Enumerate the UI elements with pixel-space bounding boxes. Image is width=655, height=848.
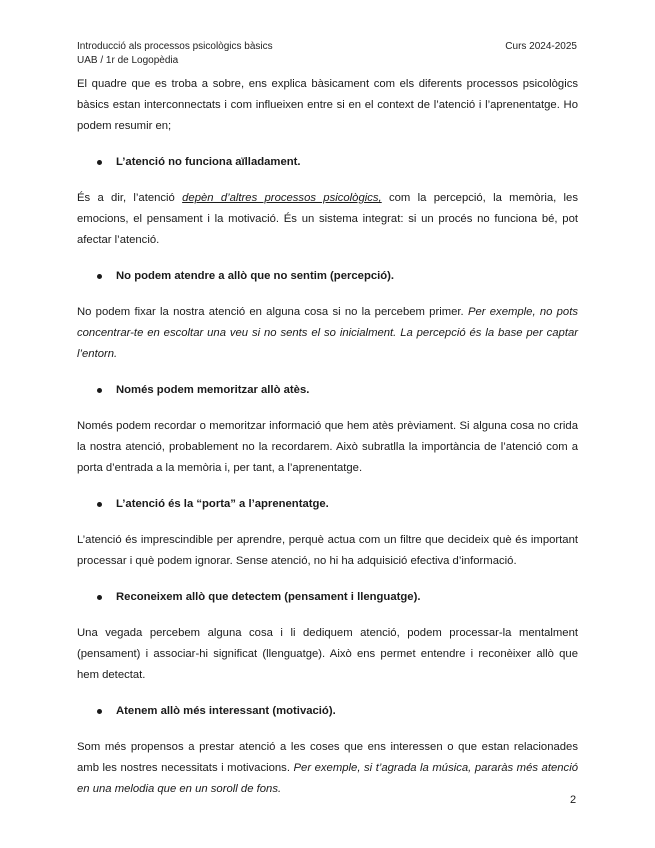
paragraph-text: com la percepció, la memòria, les emocions, el pensament i la motivació. És un sistema integrat: si un procés no funciona bé, pot afectar l’atenció. <box>77 192 578 246</box>
academic-year: Curs 2024-2025 <box>505 41 577 52</box>
bullet-dot-icon <box>97 709 102 714</box>
paragraph-text: No podem fixar la nostra atenció en alguna cosa si no la percebem primer. <box>77 306 468 318</box>
section-paragraph: L’atenció és imprescindible per aprendre, perquè actua com un filtre que decideix què és important processar i què podem ignorar. Sense atenció, no hi ha adquisició efectiva d’informació. <box>77 534 578 567</box>
bullet-heading <box>97 701 578 722</box>
underlined-phrase: depèn d’altres processos psicològics, <box>182 192 382 204</box>
intro-paragraph: El quadre que es troba a sobre, ens explica bàsicament com els diferents processos psicològics bàsics estan interconnectats i com influeixen entre si en el context de l’atenció i l’aprenentatge. Ho podem resumir en; <box>77 78 578 132</box>
bullet-dot-icon <box>97 160 102 165</box>
bullet-heading <box>97 494 578 515</box>
bullet-heading-text: Atenem allò més interessant (motivació). <box>116 705 336 717</box>
section-paragraph: Només podem recordar o memoritzar informació que hem atès prèviament. Si alguna cosa no crida la nostra atenció, probablement no la recordarem. Això subratlla la importància de l’atenció com a porta d’entrada a la memòria i, per tant, a l’aprenentatge. <box>77 420 578 474</box>
bullet-heading-text: Només podem memoritzar allò atès. <box>116 384 310 396</box>
bullet-dot-icon <box>97 595 102 600</box>
bullet-dot-icon <box>97 274 102 279</box>
bullet-heading <box>97 380 578 401</box>
italic-example: Per exemple, no pots concentrar-te en escoltar una veu si no sents el so inicialment. La percepció és la base per captar l’entorn. <box>77 306 578 360</box>
paragraph-text: Som més propensos a prestar atenció a les coses que ens interessen o que estan relacionades amb les nostres necessitats i motivacions. <box>77 741 578 774</box>
bullet-dot-icon <box>97 502 102 507</box>
bullet-heading-text: Reconeixem allò que detectem (pensament i llenguatge). <box>116 591 421 603</box>
page-number: 2 <box>570 794 577 806</box>
bullet-heading-text: No podem atendre a allò que no sentim (percepció). <box>116 270 395 282</box>
section-paragraph <box>77 188 578 251</box>
section-paragraph <box>77 302 578 365</box>
bullet-heading-text: L’atenció no funciona aïlladament. <box>116 156 301 168</box>
bullet-heading <box>97 587 578 608</box>
institution: UAB / 1r de Logopèdia <box>77 55 179 66</box>
section-paragraph <box>77 737 578 800</box>
course-title: Introducció als processos psicològics bàsics <box>77 41 273 52</box>
section-paragraph: Una vegada percebem alguna cosa i li dediquem atenció, podem processar-la mentalment (pensament) i associar-hi significat (llenguatge). Això ens permet entendre i reconèixer allò que hem detectat. <box>77 627 578 681</box>
bullet-dot-icon <box>97 388 102 393</box>
bullet-heading-text: L’atenció és la “porta” a l’aprenentatge. <box>116 498 329 510</box>
paragraph-text: És a dir, l’atenció <box>77 192 183 204</box>
bullet-heading <box>97 266 578 287</box>
italic-example: Per exemple, si t’agrada la música, pararàs més atenció en una melodia que en un soroll de fons. <box>77 762 578 795</box>
bullet-heading <box>97 152 578 173</box>
page-header <box>77 40 577 68</box>
document-body <box>77 74 578 800</box>
